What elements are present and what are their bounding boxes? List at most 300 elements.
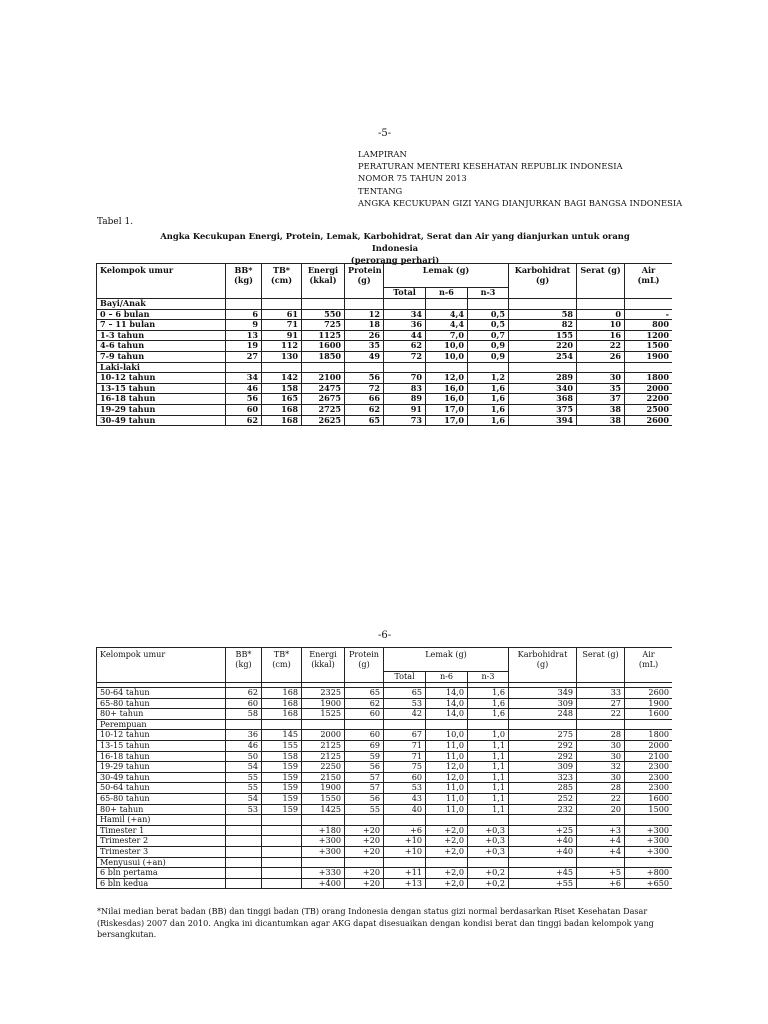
table-cell: 57 bbox=[345, 783, 384, 794]
table-2-container bbox=[96, 647, 672, 903]
table-cell: 2125 bbox=[302, 740, 345, 751]
table-cell: 1,2 bbox=[468, 373, 509, 384]
col-energi bbox=[302, 648, 345, 683]
table-cell: 17,0 bbox=[426, 415, 468, 426]
table-cell: 35 bbox=[577, 383, 625, 394]
table-cell: 2125 bbox=[302, 751, 345, 762]
col-lemak-total: Total bbox=[384, 288, 426, 299]
row-label: 1-3 tahun bbox=[97, 330, 226, 341]
table-cell: 6 bbox=[226, 309, 262, 320]
table-cell: 9 bbox=[226, 320, 262, 331]
table-cell: 62 bbox=[384, 341, 426, 352]
table-cell: 159 bbox=[262, 772, 302, 783]
table-cell: 725 bbox=[302, 320, 345, 331]
table-cell: 27 bbox=[226, 351, 262, 362]
empty-cell bbox=[625, 719, 672, 730]
table-cell: +20 bbox=[345, 846, 384, 857]
col-energi-label: Energi bbox=[307, 265, 339, 275]
table-cell: 17,0 bbox=[426, 404, 468, 415]
table-cell: 34 bbox=[226, 373, 262, 384]
table-cell: 349 bbox=[509, 688, 577, 699]
table-cell: 36 bbox=[226, 730, 262, 741]
row-label: 7-9 tahun bbox=[97, 351, 226, 362]
group-row bbox=[97, 815, 673, 826]
table-cell: 62 bbox=[226, 415, 262, 426]
table-cell: 60 bbox=[226, 698, 262, 709]
table-cell: 232 bbox=[509, 804, 577, 815]
table-cell: 168 bbox=[262, 415, 302, 426]
empty-cell bbox=[226, 857, 262, 868]
empty-cell bbox=[302, 815, 345, 826]
table-cell: 165 bbox=[262, 394, 302, 405]
col-tb-unit: (cm) bbox=[272, 658, 291, 669]
table-cell: 168 bbox=[262, 688, 302, 699]
table-cell: 252 bbox=[509, 793, 577, 804]
table-cell: 0 bbox=[577, 309, 625, 320]
empty-cell bbox=[262, 815, 302, 826]
row-label: 7 – 11 bulan bbox=[97, 320, 226, 331]
table-cell: 158 bbox=[262, 383, 302, 394]
table-cell: 323 bbox=[509, 772, 577, 783]
table-cell: +800 bbox=[625, 868, 672, 879]
table-cell: 159 bbox=[262, 793, 302, 804]
table-cell: 65 bbox=[345, 415, 384, 426]
table-cell: 12,0 bbox=[426, 772, 468, 783]
table-cell: 1200 bbox=[625, 330, 672, 341]
table-cell: 61 bbox=[262, 309, 302, 320]
table-cell: +20 bbox=[345, 836, 384, 847]
table-cell: 2000 bbox=[302, 730, 345, 741]
col-karbo bbox=[509, 264, 577, 299]
col-kelompok: Kelompok umur bbox=[97, 264, 226, 299]
col-lemak-n3: n-3 bbox=[468, 672, 509, 683]
table-cell: +20 bbox=[345, 825, 384, 836]
table-subtitle: (perorang perhari) bbox=[350, 255, 440, 265]
col-lemak-n3: n-3 bbox=[468, 288, 509, 299]
col-bb-label: BB* bbox=[234, 265, 253, 275]
group-label: Hamil (+an) bbox=[97, 815, 226, 826]
table-cell: 142 bbox=[262, 373, 302, 384]
empty-cell bbox=[426, 815, 468, 826]
table-row bbox=[97, 878, 673, 889]
table-cell: 12,0 bbox=[426, 762, 468, 773]
table-cell: 32 bbox=[577, 762, 625, 773]
table-cell: +400 bbox=[302, 878, 345, 889]
empty-cell bbox=[468, 299, 509, 310]
table-cell: 1,1 bbox=[468, 793, 509, 804]
empty-cell bbox=[625, 857, 672, 868]
table-cell: 1500 bbox=[625, 341, 672, 352]
table-cell: +180 bbox=[302, 825, 345, 836]
table-cell: 58 bbox=[509, 309, 577, 320]
table-cell: 30 bbox=[577, 751, 625, 762]
table-row bbox=[97, 309, 673, 320]
row-label: 16-18 tahun bbox=[97, 751, 226, 762]
row-label: 65-80 tahun bbox=[97, 793, 226, 804]
table-cell: 22 bbox=[577, 341, 625, 352]
empty-cell bbox=[384, 815, 426, 826]
table-cell bbox=[226, 846, 262, 857]
table-cell: 53 bbox=[226, 804, 262, 815]
table-cell: +0,3 bbox=[468, 825, 509, 836]
table-cell: 16,0 bbox=[426, 394, 468, 405]
table-cell: +45 bbox=[509, 868, 577, 879]
col-protein-label: Protein bbox=[348, 265, 382, 275]
table-cell: 292 bbox=[509, 751, 577, 762]
table-cell: 91 bbox=[384, 404, 426, 415]
table-row bbox=[97, 868, 673, 879]
empty-cell bbox=[345, 362, 384, 373]
table-cell: 50 bbox=[226, 751, 262, 762]
row-label: 13-15 tahun bbox=[97, 740, 226, 751]
table-cell: +10 bbox=[384, 846, 426, 857]
table-cell: 0,5 bbox=[468, 320, 509, 331]
table-cell: +2,0 bbox=[426, 868, 468, 879]
table-cell: 56 bbox=[345, 793, 384, 804]
table-cell: 1900 bbox=[625, 351, 672, 362]
col-protein bbox=[345, 648, 384, 683]
table-cell: 72 bbox=[345, 383, 384, 394]
col-lemak-total: Total bbox=[384, 672, 426, 683]
table-cell: 159 bbox=[262, 783, 302, 794]
table-cell: 4,4 bbox=[426, 309, 468, 320]
table-row bbox=[97, 394, 673, 405]
col-bb-unit: (kg) bbox=[235, 658, 252, 669]
table-cell: +25 bbox=[509, 825, 577, 836]
col-lemak-n6: n-6 bbox=[426, 672, 468, 683]
table-cell: 46 bbox=[226, 383, 262, 394]
table-cell: 44 bbox=[384, 330, 426, 341]
table-row bbox=[97, 698, 673, 709]
lampiran-header bbox=[358, 148, 682, 209]
table-row bbox=[97, 330, 673, 341]
group-label: Menyusui (+an) bbox=[97, 857, 226, 868]
header-line: TENTANG bbox=[358, 185, 403, 196]
table-cell: 1,6 bbox=[468, 415, 509, 426]
table-cell: 30 bbox=[577, 772, 625, 783]
table-cell: +20 bbox=[345, 878, 384, 889]
table-cell: 26 bbox=[345, 330, 384, 341]
table-cell: 56 bbox=[226, 394, 262, 405]
empty-cell bbox=[625, 815, 672, 826]
empty-cell bbox=[262, 299, 302, 310]
table-cell: 159 bbox=[262, 762, 302, 773]
table-cell: 0,7 bbox=[468, 330, 509, 341]
table-cell: 11,0 bbox=[426, 751, 468, 762]
table-cell: 62 bbox=[345, 404, 384, 415]
table-cell: 75 bbox=[384, 762, 426, 773]
col-protein-label: Protein bbox=[348, 649, 380, 659]
table-cell: 1,1 bbox=[468, 772, 509, 783]
table-row bbox=[97, 415, 673, 426]
empty-cell bbox=[625, 362, 672, 373]
table-cell: 7,0 bbox=[426, 330, 468, 341]
table-cell: 2150 bbox=[302, 772, 345, 783]
table-cell: 67 bbox=[384, 730, 426, 741]
table-cell: 2325 bbox=[302, 688, 345, 699]
table-cell: +5 bbox=[577, 868, 625, 879]
table-cell: 168 bbox=[262, 698, 302, 709]
table-1-container bbox=[96, 263, 672, 436]
table-cell: 14,0 bbox=[426, 698, 468, 709]
table-cell: +300 bbox=[302, 846, 345, 857]
table-cell: 54 bbox=[226, 793, 262, 804]
table-row bbox=[97, 320, 673, 331]
table-cell: 26 bbox=[577, 351, 625, 362]
empty-cell bbox=[226, 719, 262, 730]
nutrition-table-2 bbox=[96, 647, 672, 889]
col-energi-unit: (kkal) bbox=[309, 274, 337, 285]
table-cell: 112 bbox=[262, 341, 302, 352]
header-line: ANGKA KECUKUPAN GIZI YANG DIANJURKAN BAGI BANGSA INDONESIA bbox=[358, 197, 683, 208]
table-cell: +4 bbox=[577, 836, 625, 847]
col-protein bbox=[345, 264, 384, 299]
table-cell bbox=[262, 825, 302, 836]
empty-cell bbox=[226, 815, 262, 826]
col-tb-label: TB* bbox=[272, 265, 291, 275]
table-cell: 254 bbox=[509, 351, 577, 362]
table-row bbox=[97, 793, 673, 804]
table-cell: 289 bbox=[509, 373, 577, 384]
table-cell: 83 bbox=[384, 383, 426, 394]
table-cell: 2000 bbox=[625, 383, 672, 394]
table-cell bbox=[262, 868, 302, 879]
row-label: 16-18 tahun bbox=[97, 394, 226, 405]
col-lemak-n6: n-6 bbox=[426, 288, 468, 299]
table-cell: 159 bbox=[262, 804, 302, 815]
empty-cell bbox=[426, 362, 468, 373]
col-karbo bbox=[509, 648, 577, 683]
table-cell: 1,0 bbox=[468, 730, 509, 741]
table-cell: 65 bbox=[384, 688, 426, 699]
row-label: 13-15 tahun bbox=[97, 383, 226, 394]
table-cell: 37 bbox=[577, 394, 625, 405]
table-cell: +11 bbox=[384, 868, 426, 879]
table-cell: 53 bbox=[384, 698, 426, 709]
table-cell: 368 bbox=[509, 394, 577, 405]
table-cell bbox=[262, 878, 302, 889]
table-cell: 2600 bbox=[625, 688, 672, 699]
empty-cell bbox=[426, 857, 468, 868]
table-cell: 248 bbox=[509, 709, 577, 720]
table-cell: 70 bbox=[384, 373, 426, 384]
empty-cell bbox=[384, 299, 426, 310]
table-cell: 55 bbox=[226, 772, 262, 783]
table-cell: 12 bbox=[345, 309, 384, 320]
table-cell: 38 bbox=[577, 404, 625, 415]
table-row bbox=[97, 341, 673, 352]
row-label: 4-6 tahun bbox=[97, 341, 226, 352]
col-energi-label: Energi bbox=[309, 649, 337, 659]
col-tb-label: TB* bbox=[273, 649, 290, 659]
empty-cell bbox=[509, 299, 577, 310]
empty-cell bbox=[345, 719, 384, 730]
table-cell: +40 bbox=[509, 846, 577, 857]
table-cell: 13 bbox=[226, 330, 262, 341]
header-line: PERATURAN MENTERI KESEHATAN REPUBLIK INDONESIA bbox=[358, 161, 623, 172]
empty-cell bbox=[302, 299, 345, 310]
empty-cell bbox=[509, 719, 577, 730]
table-cell: 16 bbox=[577, 330, 625, 341]
group-row bbox=[97, 857, 673, 868]
table-cell: 1,6 bbox=[468, 688, 509, 699]
group-label: Bayi/Anak bbox=[97, 299, 226, 310]
table-cell: 1,6 bbox=[468, 698, 509, 709]
table-row bbox=[97, 772, 673, 783]
header-line: NOMOR 75 TAHUN 2013 bbox=[358, 173, 467, 184]
table-cell: +0,2 bbox=[468, 878, 509, 889]
table-cell: 22 bbox=[577, 709, 625, 720]
row-label: Trimester 2 bbox=[97, 836, 226, 847]
table-cell bbox=[226, 878, 262, 889]
table-cell: 1600 bbox=[625, 709, 672, 720]
table-cell: 35 bbox=[345, 341, 384, 352]
table-cell: 33 bbox=[577, 688, 625, 699]
table-cell: 42 bbox=[384, 709, 426, 720]
table-cell: 1,6 bbox=[468, 404, 509, 415]
table-row bbox=[97, 846, 673, 857]
table-cell: 73 bbox=[384, 415, 426, 426]
table-cell: 2000 bbox=[625, 740, 672, 751]
table-cell: 1,6 bbox=[468, 709, 509, 720]
table-row bbox=[97, 740, 673, 751]
table-cell: 10,0 bbox=[426, 341, 468, 352]
page-number-6: -6- bbox=[378, 630, 392, 641]
table-cell: +2,0 bbox=[426, 846, 468, 857]
table-cell: 30 bbox=[577, 740, 625, 751]
table-cell: 275 bbox=[509, 730, 577, 741]
table-cell: 65 bbox=[345, 688, 384, 699]
table-cell: 168 bbox=[262, 709, 302, 720]
table-cell: 1800 bbox=[625, 730, 672, 741]
row-label: 10-12 tahun bbox=[97, 730, 226, 741]
col-lemak: Lemak (g) bbox=[384, 264, 509, 288]
empty-cell bbox=[509, 815, 577, 826]
table-cell: +650 bbox=[625, 878, 672, 889]
group-row bbox=[97, 362, 673, 373]
table-cell: +13 bbox=[384, 878, 426, 889]
empty-cell bbox=[384, 362, 426, 373]
table-cell: 60 bbox=[345, 709, 384, 720]
table-cell: 18 bbox=[345, 320, 384, 331]
table-cell: 54 bbox=[226, 762, 262, 773]
row-label: Trimester 3 bbox=[97, 846, 226, 857]
table-2-body bbox=[97, 688, 673, 889]
empty-cell bbox=[226, 362, 262, 373]
col-energi-unit: (kkal) bbox=[311, 658, 335, 669]
table-cell: 1800 bbox=[625, 373, 672, 384]
col-air bbox=[625, 264, 672, 299]
table-cell: 1,1 bbox=[468, 783, 509, 794]
row-label: 80+ tahun bbox=[97, 709, 226, 720]
table-cell: 20 bbox=[577, 804, 625, 815]
table-cell: 800 bbox=[625, 320, 672, 331]
table-cell: 55 bbox=[345, 804, 384, 815]
table-cell: 11,0 bbox=[426, 793, 468, 804]
table-cell: 19 bbox=[226, 341, 262, 352]
empty-cell bbox=[302, 857, 345, 868]
table-cell: 1900 bbox=[302, 698, 345, 709]
row-label: 50-64 tahun bbox=[97, 688, 226, 699]
table-cell: 38 bbox=[577, 415, 625, 426]
table-row bbox=[97, 783, 673, 794]
table-cell: 22 bbox=[577, 793, 625, 804]
table-cell: 1,1 bbox=[468, 751, 509, 762]
table-cell: +10 bbox=[384, 836, 426, 847]
empty-cell bbox=[345, 857, 384, 868]
col-bb bbox=[226, 264, 262, 299]
table-cell: +0,3 bbox=[468, 846, 509, 857]
table-cell: 1600 bbox=[625, 793, 672, 804]
table-row bbox=[97, 383, 673, 394]
empty-cell bbox=[426, 719, 468, 730]
empty-cell bbox=[384, 719, 426, 730]
col-karbo-unit: (g) bbox=[536, 658, 549, 669]
table-cell: 69 bbox=[345, 740, 384, 751]
table-cell bbox=[262, 846, 302, 857]
empty-cell bbox=[509, 362, 577, 373]
row-label: 80+ tahun bbox=[97, 804, 226, 815]
table-cell: 550 bbox=[302, 309, 345, 320]
table-cell: 309 bbox=[509, 698, 577, 709]
table-row bbox=[97, 751, 673, 762]
table-cell: 2675 bbox=[302, 394, 345, 405]
col-air-unit: (mL) bbox=[637, 274, 660, 285]
table-cell: 11,0 bbox=[426, 740, 468, 751]
table-cell: 145 bbox=[262, 730, 302, 741]
col-bb-unit: (kg) bbox=[234, 274, 253, 285]
table-cell: +40 bbox=[509, 836, 577, 847]
table-cell: 394 bbox=[509, 415, 577, 426]
col-protein-unit: (g) bbox=[358, 658, 370, 669]
group-label: Perempuan bbox=[97, 719, 226, 730]
table-row bbox=[97, 351, 673, 362]
col-serat: Serat (g) bbox=[577, 648, 625, 683]
col-bb bbox=[226, 648, 262, 683]
col-tb-unit: (cm) bbox=[270, 274, 293, 285]
table-cell: 2200 bbox=[625, 394, 672, 405]
table-cell: 53 bbox=[384, 783, 426, 794]
empty-cell bbox=[577, 815, 625, 826]
table-cell: 2725 bbox=[302, 404, 345, 415]
table-cell: 36 bbox=[384, 320, 426, 331]
table-cell: 11,0 bbox=[426, 783, 468, 794]
table-cell: 62 bbox=[345, 698, 384, 709]
table-cell: 10 bbox=[577, 320, 625, 331]
table-cell bbox=[226, 825, 262, 836]
table-cell: 158 bbox=[262, 751, 302, 762]
table-cell: - bbox=[625, 309, 672, 320]
table-cell: +300 bbox=[302, 836, 345, 847]
page-number-5: -5- bbox=[378, 128, 392, 139]
empty-cell bbox=[509, 857, 577, 868]
table-cell: 71 bbox=[262, 320, 302, 331]
table-cell: 72 bbox=[384, 351, 426, 362]
col-air bbox=[625, 648, 672, 683]
table-cell: 30 bbox=[577, 373, 625, 384]
table-cell: +4 bbox=[577, 846, 625, 857]
table-cell: 2300 bbox=[625, 762, 672, 773]
table-cell: 375 bbox=[509, 404, 577, 415]
table-cell: +300 bbox=[625, 836, 672, 847]
empty-cell bbox=[226, 299, 262, 310]
table-cell: 2500 bbox=[625, 404, 672, 415]
row-label: 30-49 tahun bbox=[97, 772, 226, 783]
table-cell: 89 bbox=[384, 394, 426, 405]
empty-cell bbox=[468, 857, 509, 868]
table-label: Tabel 1. bbox=[97, 217, 134, 227]
table-cell: +6 bbox=[577, 878, 625, 889]
